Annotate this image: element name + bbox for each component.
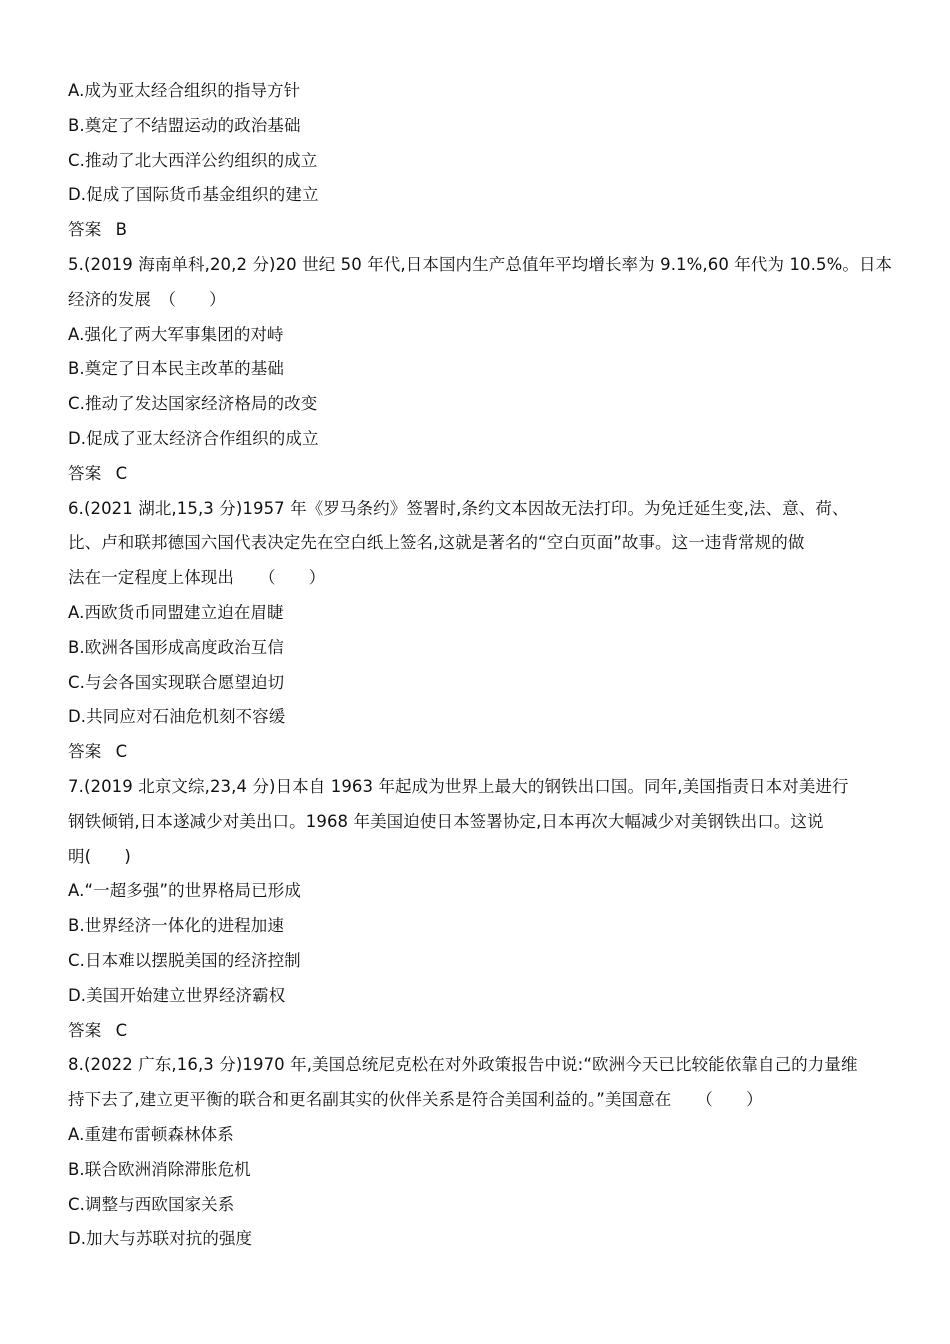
question-block-6: [68, 492, 868, 770]
option-c: C.推动了北大西洋公约组织的成立: [68, 150, 318, 170]
option-a: A.强化了两大军事集团的对峙: [68, 324, 284, 344]
question-block-7: [68, 770, 868, 1048]
answer-label: 答案: [68, 220, 102, 240]
option-b: B.世界经济一体化的进程加速: [68, 916, 284, 936]
question-block-4: [68, 74, 868, 248]
option-d: D.促成了国际货币基金组织的建立: [68, 185, 319, 205]
question-stem-line: 5.(2019 海南单科,20,2 分)20 世纪 50 年代,日本国内生产总值年平均增长率为 9.1%,60 年代为 10.5%。日本: [68, 254, 893, 274]
question-stem-line: 钢铁倾销,日本遂减少对美出口。1968 年美国迫使日本签署协定,日本再次大幅减少对美钢铁出口。这说: [68, 811, 824, 831]
answer-line: [68, 457, 868, 492]
question-stem-line: 8.(2022 广东,16,3 分)1970 年,美国总统尼克松在对外政策报告中说:“欧洲今天已比较能依靠自己的力量维: [68, 1055, 858, 1075]
answer-label: 答案: [68, 1020, 102, 1040]
option-c: C.调整与西欧国家关系: [68, 1194, 235, 1214]
option-d: D.促成了亚太经济合作组织的成立: [68, 428, 319, 448]
question-stem-line: 7.(2019 北京文综,23,4 分)日本自 1963 年起成为世界上最大的钢铁出口国。同年,美国指责日本对美进行: [68, 776, 849, 796]
option-a: A.“一超多强”的世界格局已形成: [68, 881, 301, 901]
question-block-8: [68, 1048, 868, 1257]
answer-label: 答案: [68, 742, 102, 762]
option-b: B.奠定了不结盟运动的政治基础: [68, 115, 301, 135]
option-a: A.重建布雷顿森林体系: [68, 1124, 234, 1144]
answer-value: C: [115, 463, 128, 483]
answer-line: [68, 1014, 868, 1049]
question-stem-line: 持下去了,建立更平衡的联合和更名副其实的伙伴关系是符合美国利益的。”美国意在 （ ）: [68, 1090, 763, 1110]
answer-line: [68, 735, 868, 770]
option-c: C.日本难以摆脱美国的经济控制: [68, 950, 301, 970]
answer-label: 答案: [68, 463, 102, 483]
option-b: B.联合欧洲消除滞胀危机: [68, 1159, 251, 1179]
option-d: D.共同应对石油危机刻不容缓: [68, 707, 286, 727]
option-a: A.西欧货币同盟建立迫在眉睫: [68, 602, 284, 622]
question-stem-line: 明( ): [68, 846, 131, 866]
question-stem-line: 经济的发展 （ ）: [68, 289, 226, 309]
option-b: B.奠定了日本民主改革的基础: [68, 359, 284, 379]
option-a: A.成为亚太经合组织的指导方针: [68, 81, 301, 100]
answer-value: C: [115, 1020, 128, 1040]
answer-value: B: [115, 220, 128, 240]
option-d: D.加大与苏联对抗的强度: [68, 1229, 253, 1249]
option-c: C.与会各国实现联合愿望迫切: [68, 672, 285, 692]
question-block-5: [68, 248, 893, 492]
document-page: [68, 74, 893, 1257]
answer-value: C: [115, 742, 128, 762]
option-d: D.美国开始建立世界经济霸权: [68, 985, 286, 1005]
question-stem-line: 比、卢和联邦德国六国代表决定先在空白纸上签名,这就是著名的“空白页面”故事。这一违背常规的做: [68, 533, 805, 553]
answer-line: [68, 213, 868, 248]
question-stem-line: 法在一定程度上体现出 （ ）: [68, 568, 326, 588]
option-b: B.欧洲各国形成高度政治互信: [68, 637, 284, 657]
option-c: C.推动了发达国家经济格局的改变: [68, 394, 318, 414]
question-stem-line: 6.(2021 湖北,15,3 分)1957 年《罗马条约》签署时,条约文本因故无法打印。为免迁延生变,法、意、荷、: [68, 498, 849, 518]
